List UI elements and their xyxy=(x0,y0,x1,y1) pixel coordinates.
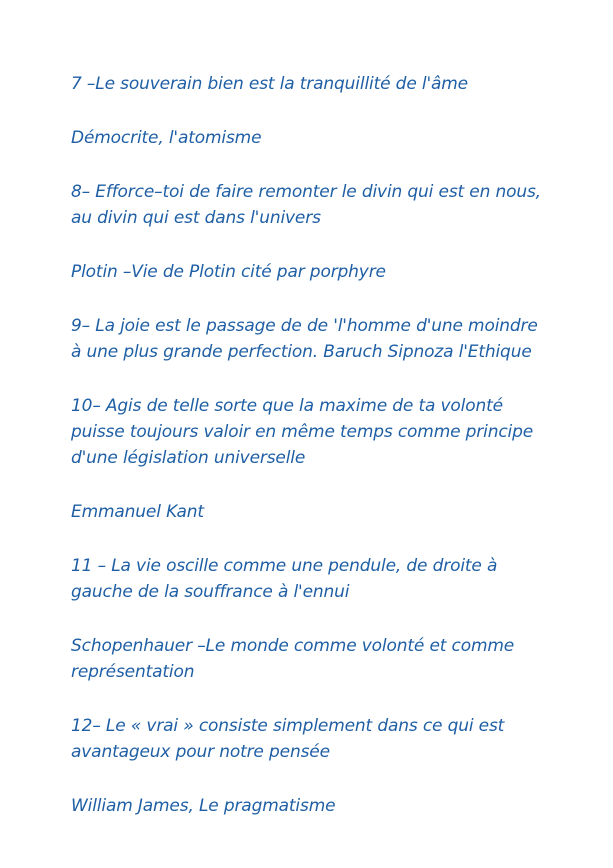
author-democrite: Démocrite, l'atomisme xyxy=(71,128,262,148)
quote-11: 11 – La vie oscille comme une pendule, de droite à gauche de la souffrance à l'ennui xyxy=(71,556,498,602)
quote-9: 9– La joie est le passage de de 'l'homme d'une moindre à une plus grande perfection. Baruch Sipnoza l'Ethique xyxy=(71,316,538,362)
author-schopenhauer: Schopenhauer –Le monde comme volonté et comme représentation xyxy=(71,636,515,682)
author-plotin: Plotin –Vie de Plotin cité par porphyre xyxy=(71,262,386,282)
author-james: William James, Le pragmatisme xyxy=(71,796,336,816)
quote-8: 8– Efforce–toi de faire remonter le divin qui est en nous, au divin qui est dans l'univers xyxy=(71,182,541,228)
quote-7: 7 –Le souverain bien est la tranquillité de l'âme xyxy=(71,74,468,94)
author-kant: Emmanuel Kant xyxy=(71,502,204,522)
quote-12: 12– Le « vrai » consiste simplement dans ce qui est avantageux pour notre pensée xyxy=(71,716,505,762)
document-body xyxy=(71,71,551,819)
quote-10: 10– Agis de telle sorte que la maxime de ta volonté puisse toujours valoir en même temps comme principe d'une législation universelle xyxy=(71,396,534,468)
